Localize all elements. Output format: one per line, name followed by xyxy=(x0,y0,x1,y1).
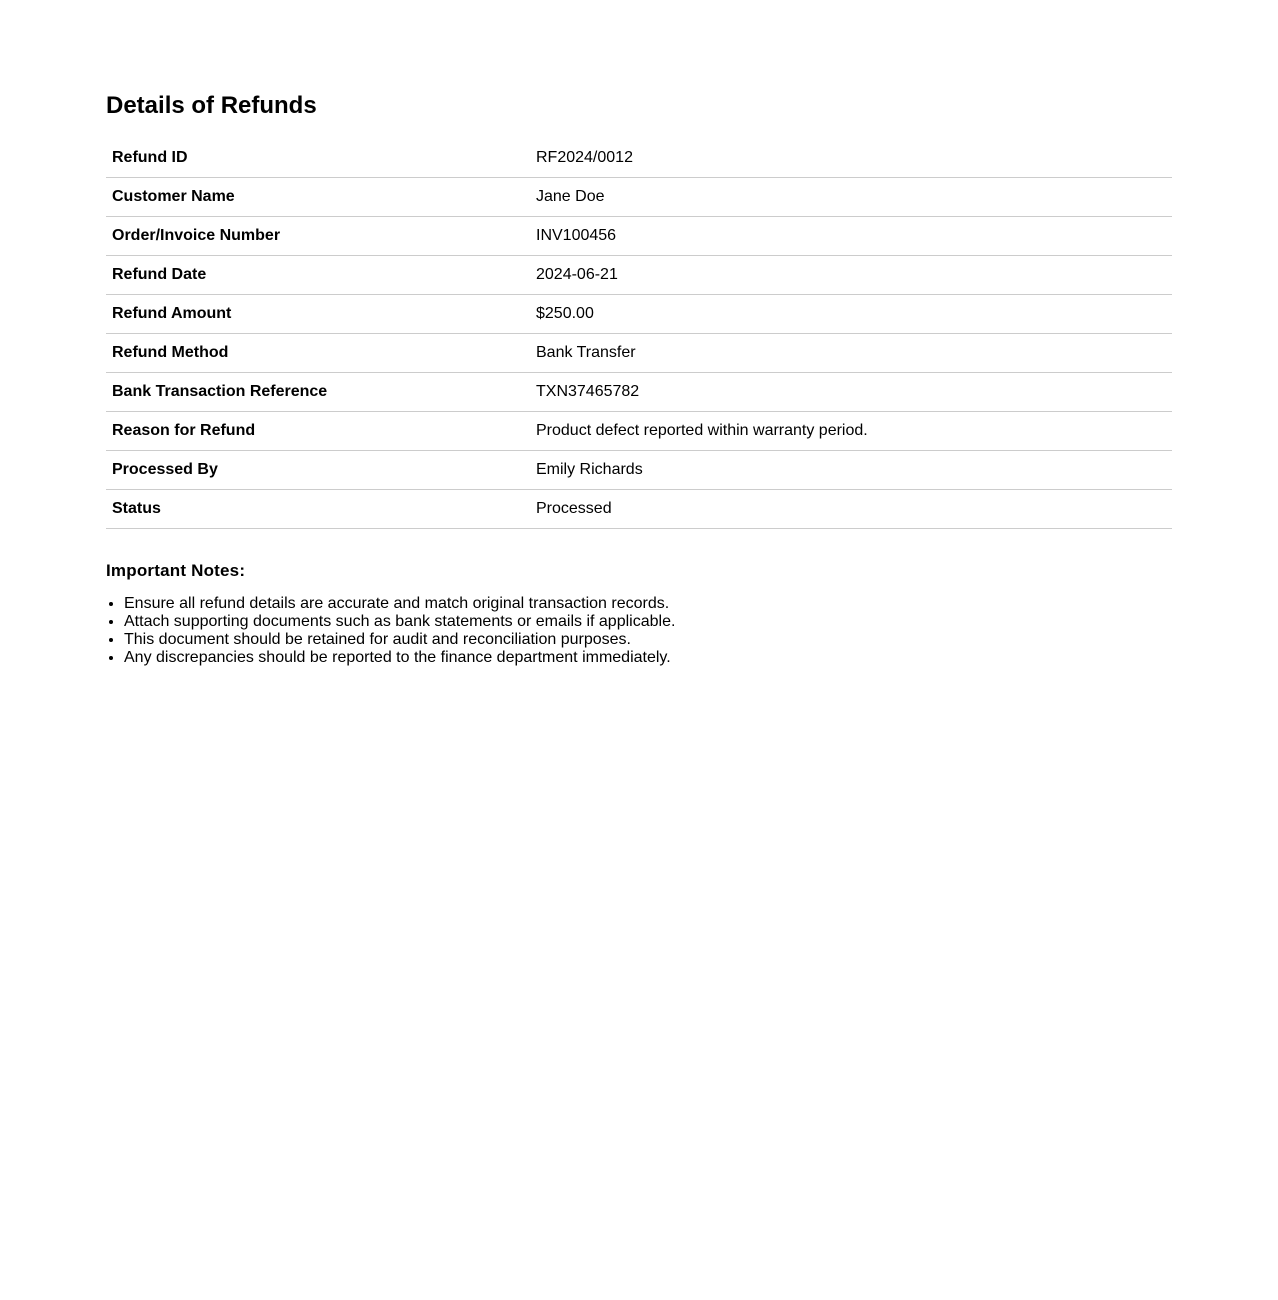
row-value: $250.00 xyxy=(530,295,1172,334)
page-title: Details of Refunds xyxy=(106,92,317,119)
row-value: Product defect reported within warranty period. xyxy=(530,412,1172,451)
row-label: Reason for Refund xyxy=(106,412,530,451)
table-row-status xyxy=(106,490,1172,529)
row-label: Order/Invoice Number xyxy=(106,217,530,256)
table-row-refund-method xyxy=(106,334,1172,373)
row-value: INV100456 xyxy=(530,217,1172,256)
row-label: Refund Method xyxy=(106,334,530,373)
list-item: • Any discrepancies should be reported to the finance department immediately. xyxy=(124,649,675,667)
table-row-reason-for-refund xyxy=(106,412,1172,451)
row-value: Emily Richards xyxy=(530,451,1172,490)
table-row-processed-by xyxy=(106,451,1172,490)
notes-list xyxy=(106,595,675,667)
row-value: TXN37465782 xyxy=(530,373,1172,412)
table-row-refund-date xyxy=(106,256,1172,295)
row-label: Processed By xyxy=(106,451,530,490)
list-item: • Attach supporting documents such as bank statements or emails if applicable. xyxy=(124,613,675,631)
row-label: Refund Amount xyxy=(106,295,530,334)
row-value: Jane Doe xyxy=(530,178,1172,217)
row-value: Processed xyxy=(530,490,1172,529)
row-label: Refund ID xyxy=(106,139,530,178)
row-label: Refund Date xyxy=(106,256,530,295)
row-label: Bank Transaction Reference xyxy=(106,373,530,412)
table-row-bank-transaction-reference xyxy=(106,373,1172,412)
table-row-refund-id xyxy=(106,139,1172,178)
row-label: Customer Name xyxy=(106,178,530,217)
notes-heading: Important Notes: xyxy=(106,561,246,580)
row-value: Bank Transfer xyxy=(530,334,1172,373)
table-row-order-invoice-number xyxy=(106,217,1172,256)
table-row-customer-name xyxy=(106,178,1172,217)
list-item: • Ensure all refund details are accurate and match original transaction records. xyxy=(124,595,675,613)
row-value: RF2024/0012 xyxy=(530,139,1172,178)
row-value: 2024-06-21 xyxy=(530,256,1172,295)
list-item: • This document should be retained for audit and reconciliation purposes. xyxy=(124,631,675,649)
refund-details-table xyxy=(106,139,1172,529)
row-label: Status xyxy=(106,490,530,529)
table-row-refund-amount xyxy=(106,295,1172,334)
